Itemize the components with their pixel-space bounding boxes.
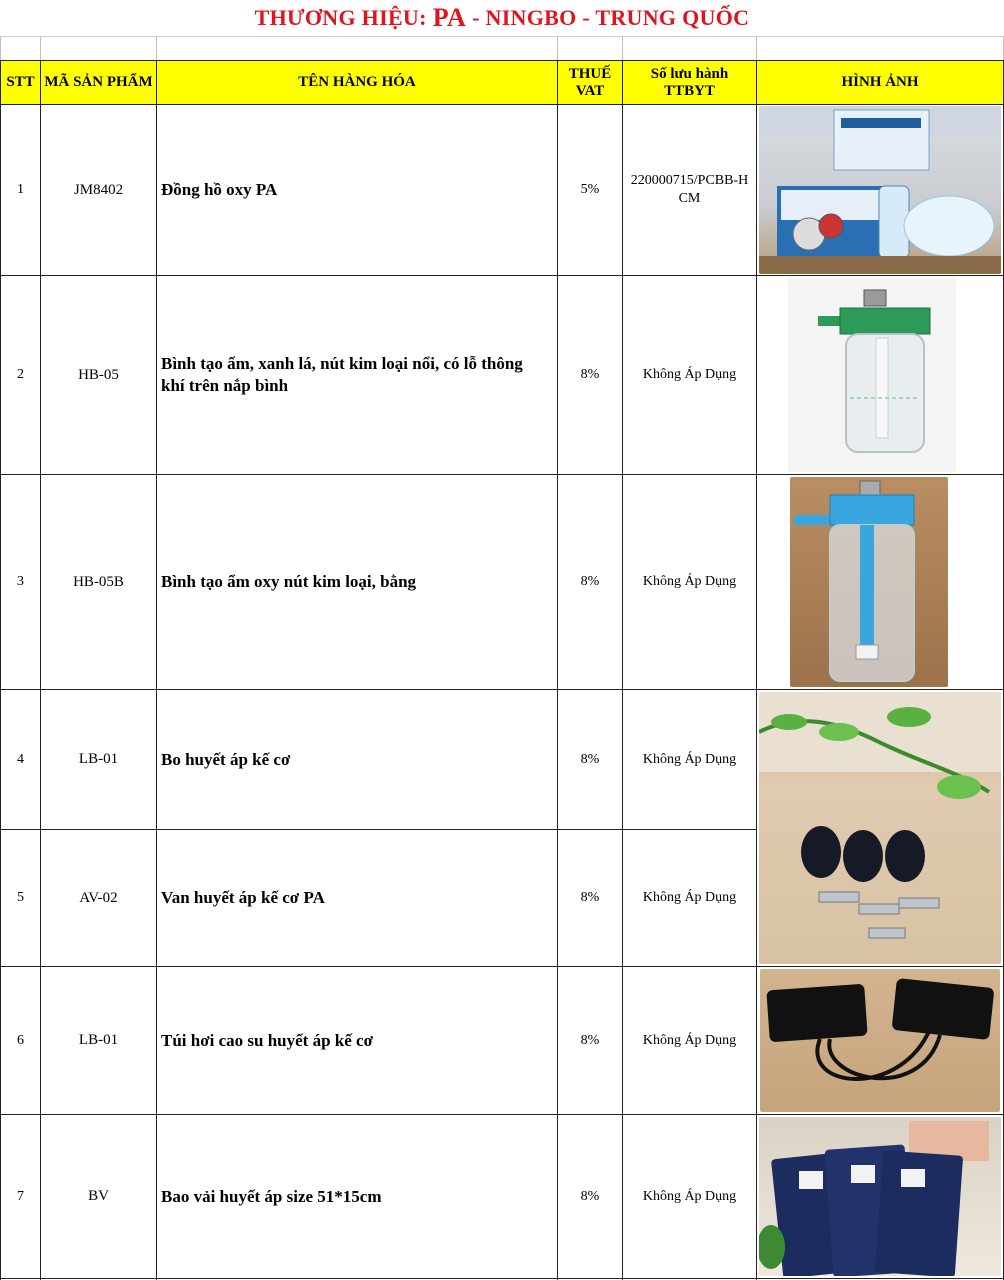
product-image-humidifier-blue [790, 477, 948, 687]
row-7-stt: 7 [17, 1188, 24, 1204]
title-prefix: THƯƠNG HIỆU: [254, 5, 427, 30]
row-6-name: Túi hơi cao su huyết áp kế cơ [161, 1030, 374, 1050]
row-6-code: LB-01 [78, 1032, 119, 1048]
row-3-name: Bình tạo ẩm oxy nút kim loại, bằng [161, 572, 417, 591]
row-1-vat: 5% [580, 182, 600, 197]
product-image-humidifier-green [788, 278, 956, 472]
row-3-vat: 8% [580, 574, 600, 589]
row-2-reg: Không Áp Dụng [642, 367, 737, 382]
row-4-vat: 8% [580, 751, 600, 767]
row-4-reg: Không Áp Dụng [642, 751, 737, 767]
row-5-name: Van huyết áp kế cơ PA [161, 888, 325, 907]
row-5-vat: 8% [580, 890, 600, 905]
header-stt: STT [1, 61, 40, 104]
row-1-code: JM8402 [73, 181, 124, 198]
row-4-stt: 4 [17, 751, 24, 767]
grid-line [756, 60, 757, 1280]
header-image: HÌNH ẢNH [757, 61, 1003, 104]
header-code: MÃ SẢN PHẨM [41, 61, 156, 104]
row-5-reg: Không Áp Dụng [642, 890, 737, 905]
product-image-cuff [759, 1117, 1001, 1276]
row-2-code: HB-05 [78, 366, 119, 383]
row-7-reg: Không Áp Dụng [642, 1188, 737, 1204]
row-7-name: Bao vải huyết áp size 51*15cm [161, 1186, 382, 1206]
title-brand: PA [432, 3, 467, 32]
row-6-vat: 8% [580, 1032, 600, 1048]
grid-line [0, 36, 1004, 37]
page-title [0, 0, 1004, 36]
row-3-code: HB-05B [73, 573, 124, 590]
row-1-reg: 220000715/PCBB-HCM [630, 173, 749, 206]
row-6-stt: 6 [17, 1032, 24, 1048]
header-reg: Số lưu hành TTBYT [623, 61, 756, 104]
row-3-reg: Không Áp Dụng [642, 574, 737, 589]
row-4-name: Bo huyết áp kế cơ [161, 749, 291, 769]
row-2-stt: 2 [17, 367, 24, 382]
row-6-reg: Không Áp Dụng [642, 1032, 737, 1048]
header-name: TÊN HÀNG HÓA [157, 61, 557, 104]
title-suffix: - NINGBO - TRUNG QUỐC [472, 5, 750, 30]
row-1-name: Đồng hồ oxy PA [161, 180, 278, 199]
row-5-stt: 5 [17, 890, 24, 905]
row-7-code: BV [88, 1188, 109, 1204]
row-4-code: LB-01 [78, 751, 119, 767]
header-vat: THUẾ VAT [558, 61, 622, 104]
row-7-vat: 8% [580, 1188, 600, 1204]
row-3-stt: 3 [17, 574, 24, 589]
product-image-bulb-and-valve [759, 692, 1001, 964]
row-5-code: AV-02 [79, 889, 118, 906]
row-1-stt: 1 [17, 182, 24, 197]
grid-line [0, 1278, 1004, 1279]
row-2-vat: 8% [580, 367, 600, 382]
product-image-oxygen-regulator [759, 106, 1001, 274]
row-2-name: Bình tạo ẩm, xanh lá, nút kim loại nổi, có lỗ thông khí trên nắp bình [161, 354, 523, 395]
product-image-rubber-bladder [760, 969, 1000, 1112]
